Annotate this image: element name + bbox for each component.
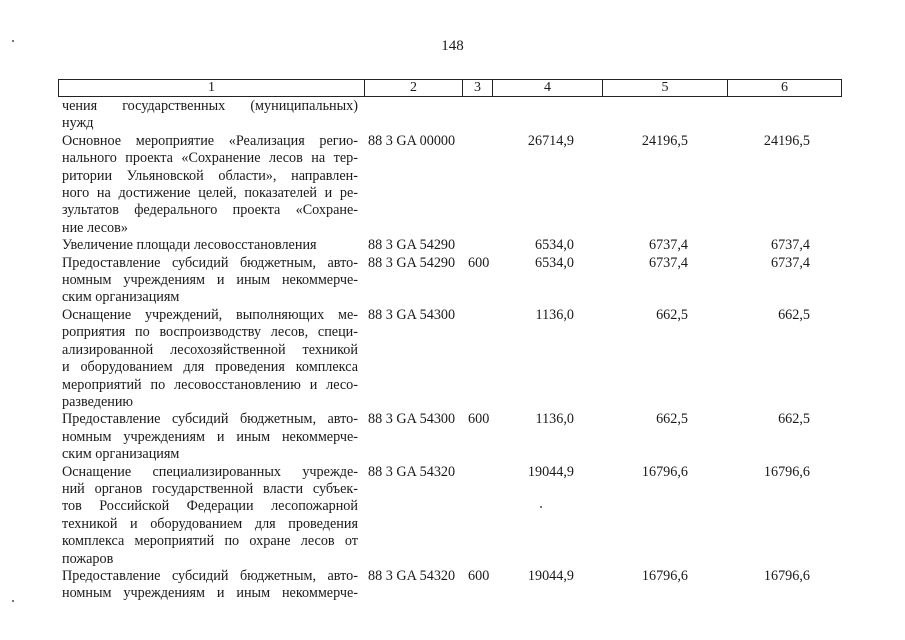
row-value-col5: 662,5 [656, 411, 688, 428]
row-name-line: номным учреждениям и иным некоммерче- [62, 272, 358, 289]
row-name [62, 411, 358, 463]
row-name [62, 464, 358, 568]
table-row [62, 237, 842, 254]
row-name-line: ализированной лесохозяйственной техникой [62, 341, 358, 358]
scan-artifact [12, 40, 14, 42]
header-col-2: 2 [365, 80, 463, 96]
row-name-line: зультатов федерального проекта «Сохране- [62, 202, 358, 219]
row-name-line: и оборудованием для проведения комплекса [62, 359, 358, 376]
row-value-col4: 26714,9 [527, 132, 574, 149]
row-name-line: чения государственных (муниципальных) [62, 98, 358, 114]
header-col-3: 3 [463, 80, 493, 96]
table-row [62, 411, 842, 463]
row-value-col6: 24196,5 [763, 132, 810, 149]
row-value-col4: 1136,0 [535, 411, 574, 428]
row-name-line: Оснащение специализированных учрежде- [62, 463, 358, 480]
row-expense-type: 600 [468, 254, 490, 271]
row-name-line: ного на достижение целей, показателей и ре- [62, 185, 358, 202]
table-body [62, 98, 842, 603]
row-name-line: Оснащение учреждений, выполняющих ме- [62, 306, 358, 323]
row-name [62, 133, 358, 237]
table-row [62, 464, 842, 568]
row-value-col5: 24196,5 [641, 132, 688, 149]
table-row [62, 307, 842, 411]
row-value-col5: 6737,4 [648, 254, 688, 271]
row-name-line: роприятия по воспроизводству лесов, специ- [62, 324, 358, 341]
row-name-line: разведению [62, 393, 134, 410]
row-expense-type: 600 [468, 411, 490, 428]
row-name-line: техникой и оборудованием для проведения [62, 515, 358, 532]
table-row [62, 98, 842, 133]
row-name-line: ние лесов» [62, 219, 128, 236]
row-name-line: ний органов государственной власти субъек- [62, 480, 358, 497]
row-name-line: Предоставление субсидий бюджетным, авто- [62, 254, 358, 271]
header-col-1: 1 [59, 80, 365, 96]
row-value-col6: 6737,4 [770, 237, 810, 254]
row-code: 88 3 GA 54300 [368, 411, 456, 428]
scan-artifact [12, 600, 14, 602]
row-name-line: тов Российской Федерации лесопожарной [62, 498, 358, 515]
header-col-5: 5 [603, 80, 728, 96]
row-value-col5: 16796,6 [641, 567, 688, 584]
row-code: 88 3 GA 54300 [368, 306, 456, 323]
row-value-col6: 662,5 [778, 306, 810, 323]
table-header [58, 79, 842, 97]
row-code: 88 3 GA 54290 [368, 254, 456, 271]
row-name-line: ским организациям [62, 446, 180, 463]
row-expense-type: 600 [468, 567, 490, 584]
row-name-line: комплекса мероприятий по охране лесов от [62, 533, 358, 550]
row-name [62, 307, 358, 411]
header-col-6: 6 [781, 80, 788, 95]
row-name-line: нального проекта «Сохранение лесов на тер- [62, 150, 358, 167]
row-name-line: Увеличение площади лесовосстановления [62, 237, 317, 254]
row-name-line: номным учреждениям и иным некоммерче- [62, 428, 358, 445]
row-value-col5: 662,5 [656, 306, 688, 323]
page-number: 148 [441, 38, 464, 54]
row-name [62, 255, 358, 307]
scan-artifact [540, 506, 542, 508]
row-name [62, 568, 358, 603]
row-value-col6: 16796,6 [763, 567, 810, 584]
row-value-col5: 6737,4 [648, 237, 688, 254]
header-col-4: 4 [493, 80, 603, 96]
row-value-col6: 6737,4 [770, 254, 810, 271]
row-code: 88 3 GA 54290 [368, 237, 456, 254]
row-value-col4: 19044,9 [527, 463, 574, 480]
row-name-line: номным учреждениям и иным некоммерче- [62, 585, 358, 602]
table-row [62, 568, 842, 603]
row-name-line: ритории Ульяновской области», направлен- [62, 167, 358, 184]
row-name-line: Предоставление субсидий бюджетным, авто- [62, 567, 358, 584]
row-value-col6: 16796,6 [763, 463, 810, 480]
row-value-col4: 6534,0 [534, 237, 574, 254]
row-value-col4: 6534,0 [534, 254, 574, 271]
row-name-line: ским организациям [62, 289, 180, 306]
row-value-col6: 662,5 [778, 411, 810, 428]
row-value-col4: 1136,0 [535, 306, 574, 323]
table-row [62, 255, 842, 307]
row-name-line: нужд [62, 115, 94, 132]
row-name [62, 237, 358, 254]
row-code: 88 3 GA 54320 [368, 463, 456, 480]
row-name-line: мероприятий по лесовосстановлению и лесо- [62, 376, 358, 393]
row-name-line: Основное мероприятие «Реализация регио- [62, 132, 358, 149]
row-code: 88 3 GA 54320 [368, 567, 456, 584]
row-value-col5: 16796,6 [641, 463, 688, 480]
row-name [62, 98, 358, 133]
row-name-line: пожаров [62, 550, 114, 567]
row-name-line: Предоставление субсидий бюджетным, авто- [62, 411, 358, 428]
table-row [62, 133, 842, 237]
row-code: 88 3 GA 00000 [368, 132, 456, 149]
row-value-col4: 19044,9 [527, 567, 574, 584]
